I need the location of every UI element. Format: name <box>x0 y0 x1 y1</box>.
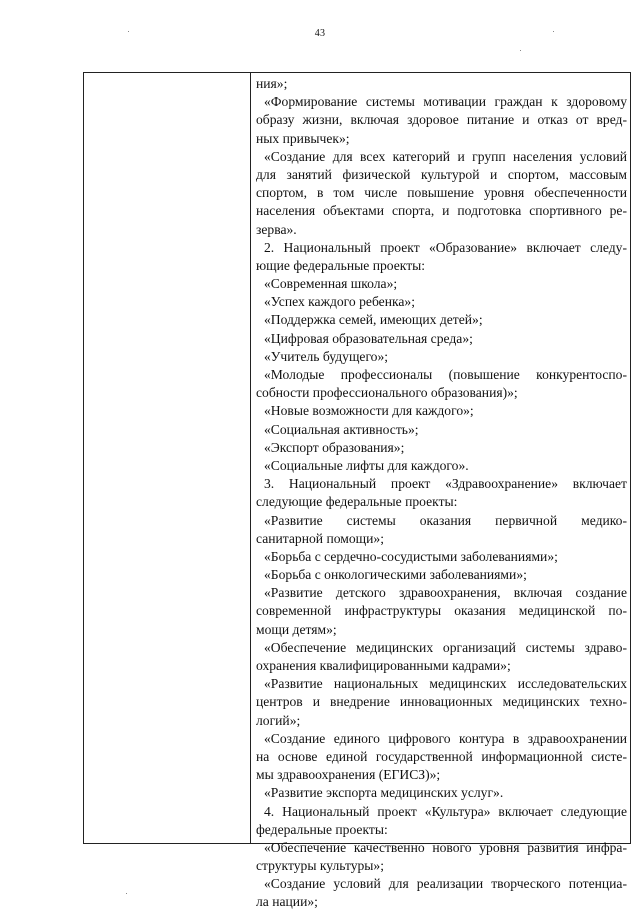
text-line: «Борьба с онкологическими заболеваниями»; <box>264 567 527 583</box>
text-line: «Социальная активность»; <box>264 421 419 437</box>
text-line: «Создание единого цифрового контура в здравоохранении <box>264 730 627 746</box>
text-line: «Новые возможности для каждого»; <box>264 403 474 419</box>
text-line: «Обеспечение качественно нового уровня развития инфра- <box>264 839 627 855</box>
text-line: «Социальные лифты для каждого». <box>264 457 469 473</box>
text-line: для занятий физической культурой и спортом, массовым <box>256 166 627 182</box>
table-right-column <box>256 75 627 912</box>
text-line: логий»; <box>256 712 301 728</box>
text-line: «Цифровая образовательная среда»; <box>264 330 473 346</box>
text-line: «Обеспечение медицинских организаций системы здраво- <box>264 639 627 655</box>
text-line: следующие федеральные проекты: <box>256 494 458 510</box>
text-line: образу жизни, включая здоровое питание и отказ от вред- <box>256 112 627 128</box>
text-line: мощи детям»; <box>256 621 337 637</box>
text-line: ния»; <box>256 76 288 91</box>
text-line: ющие федеральные проекты: <box>256 257 426 273</box>
text-line: охранения квалифицированными кадрами»; <box>256 658 511 673</box>
text-line: центров и внедрение инновационных медицинских техно- <box>256 694 627 710</box>
text-line: структуры культуры»; <box>256 858 385 874</box>
scan-speck <box>520 50 521 51</box>
text-line: федеральные проекты: <box>256 821 388 837</box>
text-line: 3. Национальный проект «Здравоохранение» включает <box>264 476 627 492</box>
text-line: мы здравоохранения (ЕГИСЗ)»; <box>256 767 441 783</box>
text-line: собности профессионального образования)»; <box>256 385 518 401</box>
table-left-column <box>84 73 251 843</box>
text-line: «Молодые профессионалы (повышение конкурентоспо- <box>264 367 627 382</box>
text-line: 2. Национальный проект «Образование» включает следу- <box>264 239 627 255</box>
text-line: спортом, в том числе повышение уровня обеспеченности <box>256 185 627 201</box>
text-line: «Формирование системы мотивации граждан к здоровому <box>264 94 627 110</box>
text-line: современной инфраструктуры оказания медицинской по- <box>256 603 627 619</box>
text-line: зерва». <box>256 221 297 237</box>
text-line: «Поддержка семей, имеющих детей»; <box>264 312 483 328</box>
text-line: «Создание для всех категорий и групп населения условий <box>264 148 627 164</box>
scan-speck <box>126 893 127 894</box>
text-line: «Развитие детского здравоохранения, включая создание <box>264 585 627 601</box>
text-line: «Создание условий для реализации творческого потенциа- <box>264 876 627 892</box>
text-line: ла нации»; <box>256 894 318 910</box>
text-line: «Развитие системы оказания первичной медико- <box>264 512 627 528</box>
text-line: «Успех каждого ребенка»; <box>264 294 415 310</box>
scan-speck <box>128 31 129 32</box>
text-line: 4. Национальный проект «Культура» включает следующие <box>264 803 627 819</box>
text-line: на основе единой государственной информационной систе- <box>256 748 627 764</box>
text-line: санитарной помощи»; <box>256 530 384 546</box>
text-line: «Современная школа»; <box>264 276 398 292</box>
page-number: 43 <box>314 28 326 39</box>
text-line: «Развитие национальных медицинских исследовательских <box>264 676 627 692</box>
document-table <box>83 72 631 910</box>
text-line: «Развитие экспорта медицинских услуг». <box>264 785 504 801</box>
text-line: «Борьба с сердечно-сосудистыми заболеваниями»; <box>264 548 558 564</box>
text-line: населения объектами спорта, и подготовка спортивного ре- <box>256 203 627 219</box>
text-line: ных привычек»; <box>256 130 350 146</box>
text-line: «Учитель будущего»; <box>264 348 389 364</box>
scan-speck <box>553 31 554 32</box>
text-line: «Экспорт образования»; <box>264 439 405 455</box>
